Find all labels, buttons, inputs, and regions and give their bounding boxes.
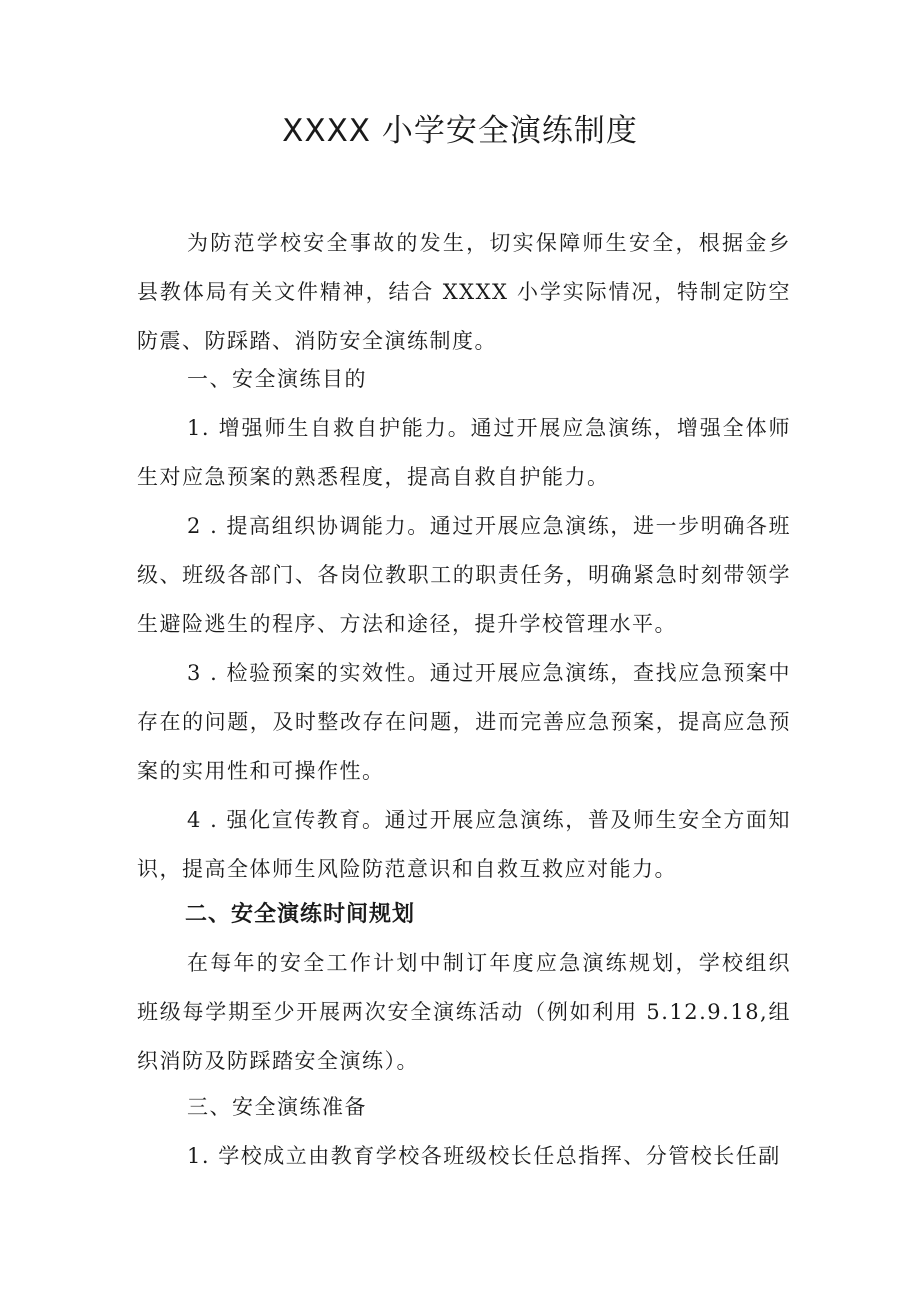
purpose-item-1: 1. 增强师生自救自护能力。通过开展应急演练，增强全体师生对应急预案的熟悉程度，提高自救自护能力。 bbox=[137, 416, 791, 489]
schedule-paragraph: 在每年的安全工作计划中制订年度应急演练规划，学校组织班级每学期至少开展两次安全演练活动（例如利用 5.12.9.18,组织消防及防踩踏安全演练）。 bbox=[137, 951, 791, 1073]
purpose-item-3: 3 . 检验预案的实效性。通过开展应急演练，查找应急预案中存在的问题，及时整改存在问题，进而完善应急预案，提高应急预案的实用性和可操作性。 bbox=[137, 661, 791, 783]
preparation-item-1: 1. 学校成立由教育学校各班级校长任总指挥、分管校长任副 bbox=[187, 1144, 781, 1168]
section-heading-purpose: 一、安全演练目的 bbox=[187, 367, 367, 391]
purpose-item-4: 4 . 强化宣传教育。通过开展应急演练，普及师生安全方面知识，提高全体师生风险防范意识和自救互救应对能力。 bbox=[137, 808, 791, 881]
purpose-item-2: 2 . 提高组织协调能力。通过开展应急演练，进一步明确各班级、班级各部门、各岗位教职工的职责任务，明确紧急时刻带领学生避险逃生的程序、方法和途径，提升学校管理水平。 bbox=[137, 514, 791, 636]
document-title: XXXX 小学安全演练制度 bbox=[282, 113, 638, 149]
section-heading-schedule: 二、安全演练时间规划 bbox=[185, 902, 416, 927]
section-heading-preparation: 三、安全演练准备 bbox=[187, 1095, 367, 1119]
intro-paragraph: 为防范学校安全事故的发生，切实保障师生安全，根据金乡县教体局有关文件精神，结合 XXXX 小学实际情况，特制定防空防震、防踩踏、消防安全演练制度。 bbox=[137, 231, 791, 353]
